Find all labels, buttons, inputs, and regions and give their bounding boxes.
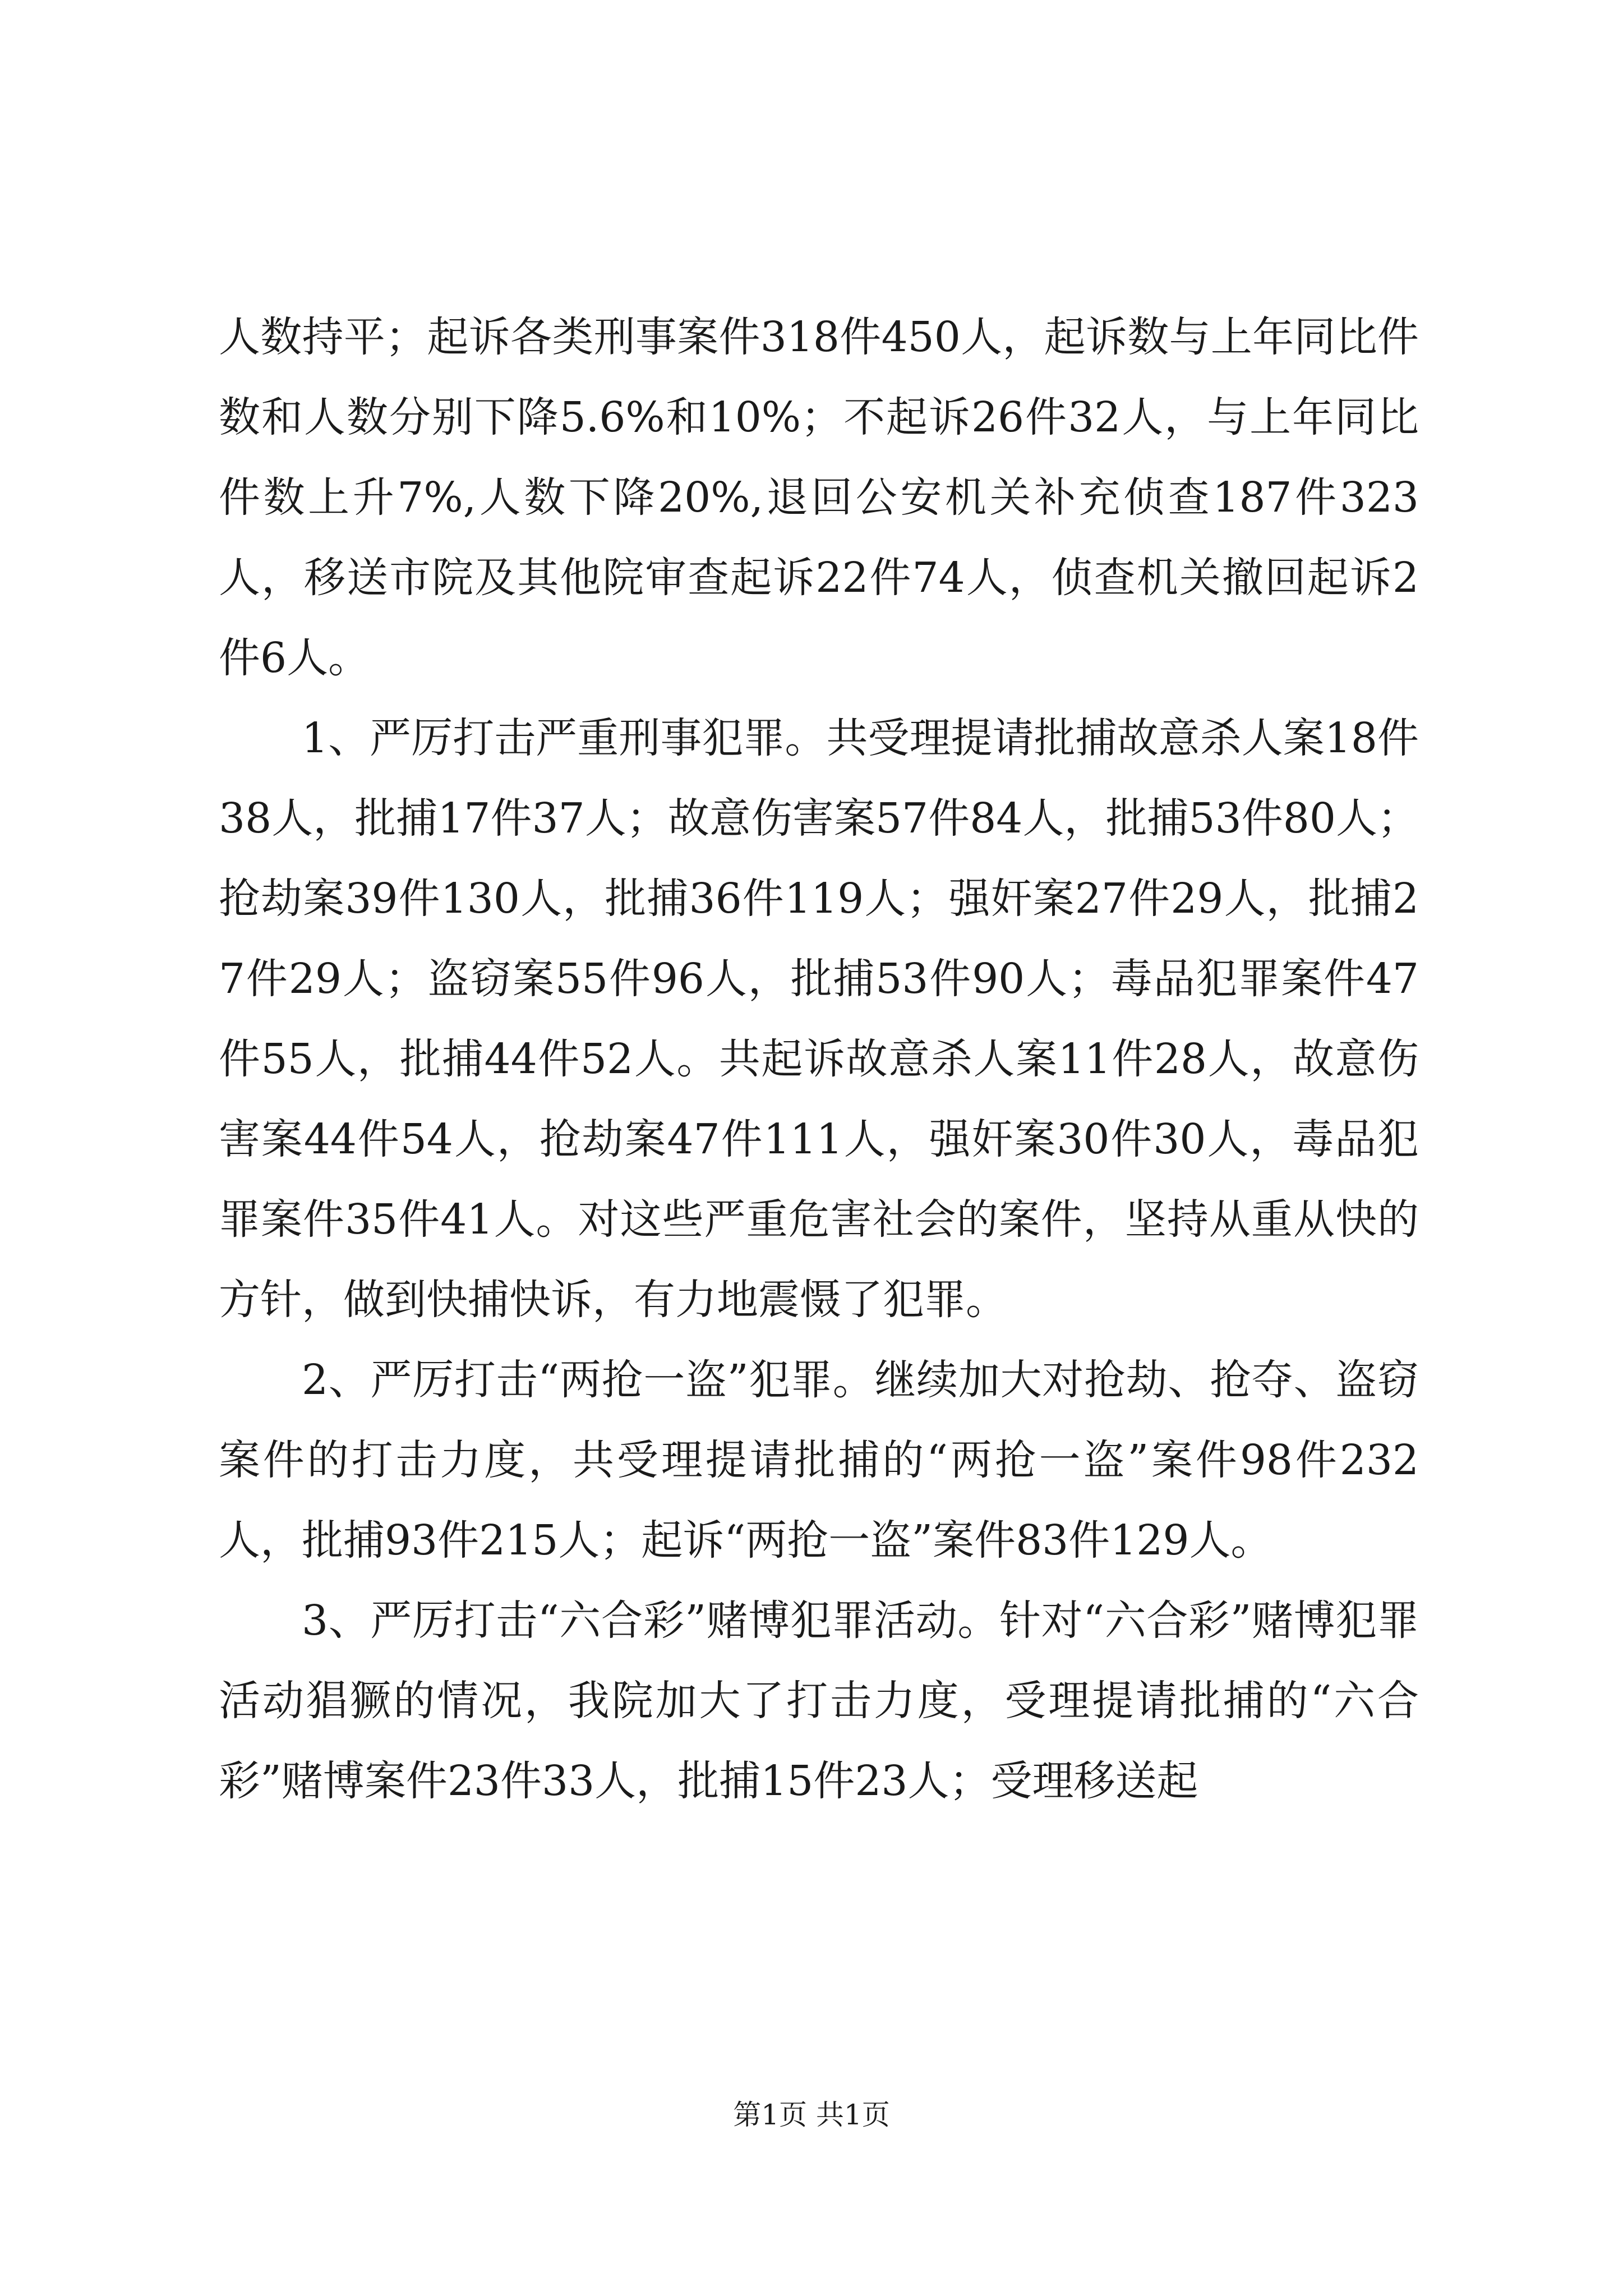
page-footer: 第1页 共1页: [733, 2099, 890, 2131]
document-body: [219, 297, 1419, 1821]
paragraph-4: 3、严厉打击“六合彩”赌博犯罪活动。针对“六合彩”赌博犯罪活动猖獗的情况，我院加大了打击力度，受理提请批捕的“六合彩”赌博案件23件33人，批捕15件23人；受理移送起: [219, 1596, 1419, 1805]
paragraph-2: 1、严厉打击严重刑事犯罪。共受理提请批捕故意杀人案18件38人，批捕17件37人；故意伤害案57件84人，批捕53件80人；抢劫案39件130人，批捕36件119人；强奸案27件29人，批捕27件29人；盗窃案55件96人，批捕53件90人；毒品犯罪案件47件55人，批捕44件52人。共起诉故意杀人案11件28人，故意伤害案44件54人，抢劫案47件111人，强奸案30件30人，毒品犯罪案件35件41人。对这些严重危害社会的案件，坚持从重从快的方针，做到快捕快诉，有力地震慑了犯罪。: [219, 714, 1419, 1324]
paragraph-3: 2、严厉打击“两抢一盗”犯罪。继续加大对抢劫、抢夺、盗窃案件的打击力度，共受理提请批捕的“两抢一盗”案件98件232人，批捕93件215人；起诉“两抢一盗”案件83件129人。: [219, 1356, 1419, 1565]
paragraph-1: 人数持平；起诉各类刑事案件318件450人，起诉数与上年同比件数和人数分别下降5.6%和10%；不起诉26件32人，与上年同比件数上升7%,人数下降20%,退回公安机关补充侦查187件323人，移送市院及其他院审查起诉22件74人，侦查机关撤回起诉2件6人。: [219, 313, 1419, 682]
